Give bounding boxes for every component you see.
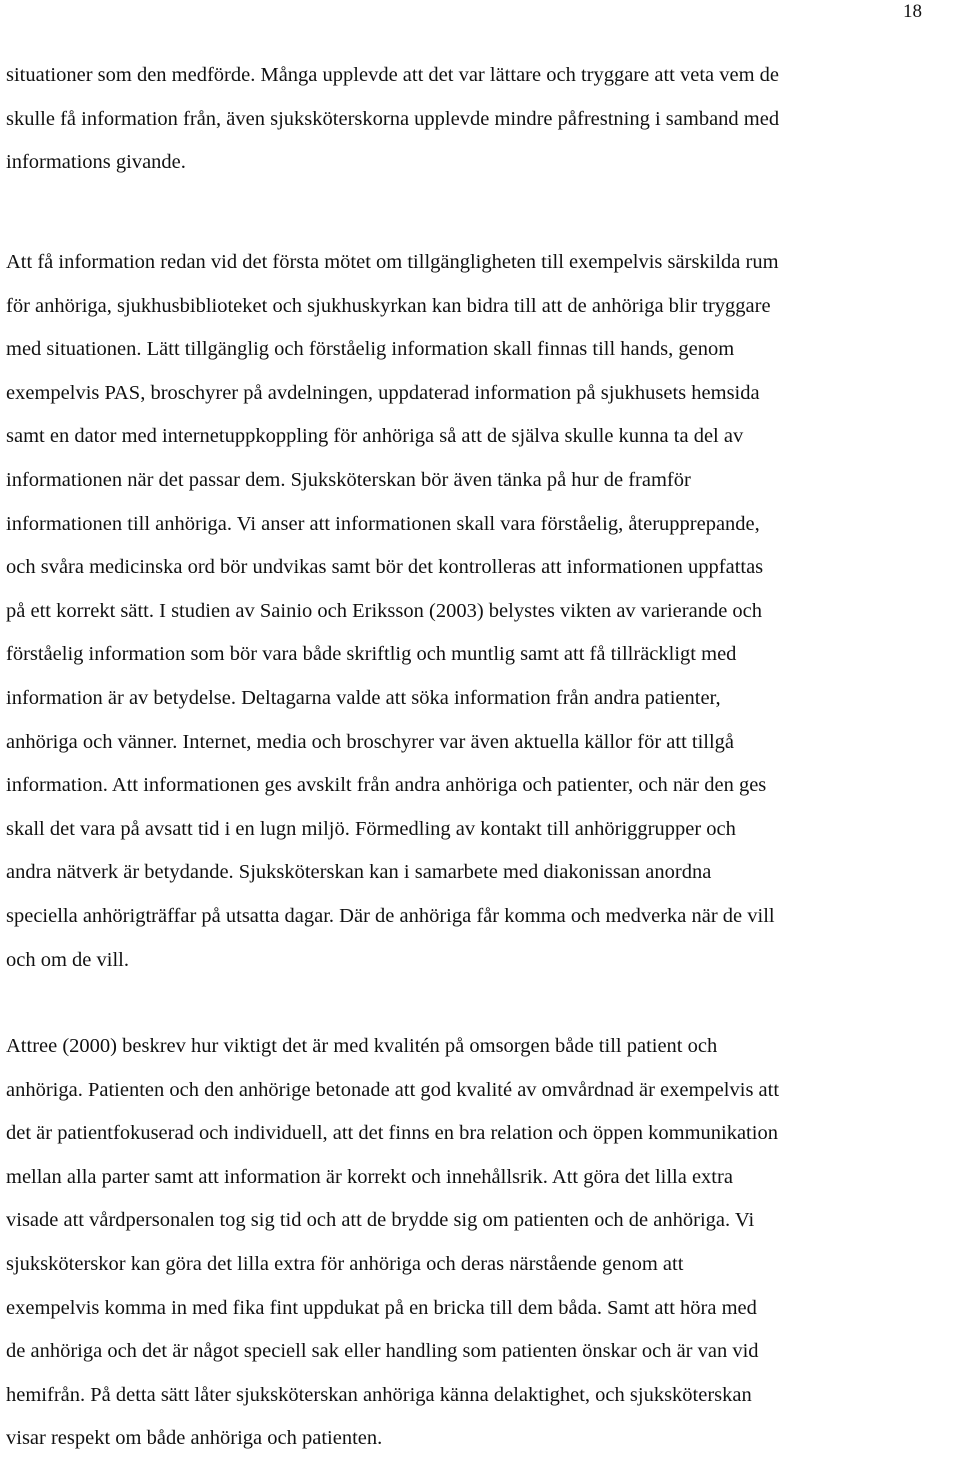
page-number: 18	[903, 1, 922, 22]
paragraph-1: situationer som den medförde. Många upplevde att det var lättare och tryggare att veta vem de skulle få information från, även sjuksköterskorna upplevde mindre påfrestning i samband med informations givande.	[6, 64, 780, 174]
paragraph-2: Att få information redan vid det första mötet om tillgängligheten till exempelvis särskilda rum för anhöriga, sjukhusbiblioteket och sjukhuskyrkan kan bidra till att de anhöriga blir tryggare med situationen. Lätt tillgänglig och förståelig information skall finnas till hands, genom exempelvis PAS, broschyrer på avdelningen, uppdaterad information på sjukhusets hemsida samt en dator med internetuppkoppling för anhöriga så att de själva skulle kunna ta del av informationen när det passar dem. Sjuksköterskan bör även tänka på hur de framför informationen till anhöriga. Vi anser att informationen skall vara förståelig, återupprepande, och svåra medicinska ord bör undvikas samt bör det kontrolleras att informationen uppfattas på ett korrekt sätt. I studien av Sainio och Eriksson (2003) belystes vikten av varierande och förståelig information som bör vara både skriftlig och muntlig samt att få tillräckligt med information är av betydelse. Deltagarna valde att söka information från andra patienter, anhöriga och vänner. Internet, media och broschyrer var även aktuella källor för att tillgå information. Att informationen ges avskilt från andra anhöriga och patienter, och när den ges skall det vara på avsatt tid i en lugn miljö. Förmedling av kontakt till anhöriggrupper och andra nätverk är betydande. Sjuksköterskan kan i samarbete med diakonissan anordna speciella anhörigträffar på utsatta dagar. Där de anhöriga får komma och medverka när de vill och om de vill.	[6, 251, 779, 971]
paragraph-3: Attree (2000) beskrev hur viktigt det är med kvalitén på omsorgen både till patient och anhöriga. Patienten och den anhörige betonade att god kvalité av omvårdnad är exempelvis att det är patientfokuserad och individuell, att det finns en bra relation och öppen kommunikation mellan alla parter samt att information är korrekt och innehållsrik. Att göra det lilla extra visade att vårdpersonalen tog sig tid och att de brydde sig om patienten och de anhöriga. Vi sjuksköterskor kan göra det lilla extra för anhöriga och deras närstående genom att exempelvis komma in med fika fint uppdukat på en bricka till dem båda. Samt att höra med de anhöriga och det är något speciell sak eller handling som patienten önskar och är van vid hemifrån. På detta sätt låter sjuksköterskan anhöriga känna delaktighet, och sjuksköterskan visar respekt om både anhöriga och patienten.	[6, 1035, 780, 1450]
